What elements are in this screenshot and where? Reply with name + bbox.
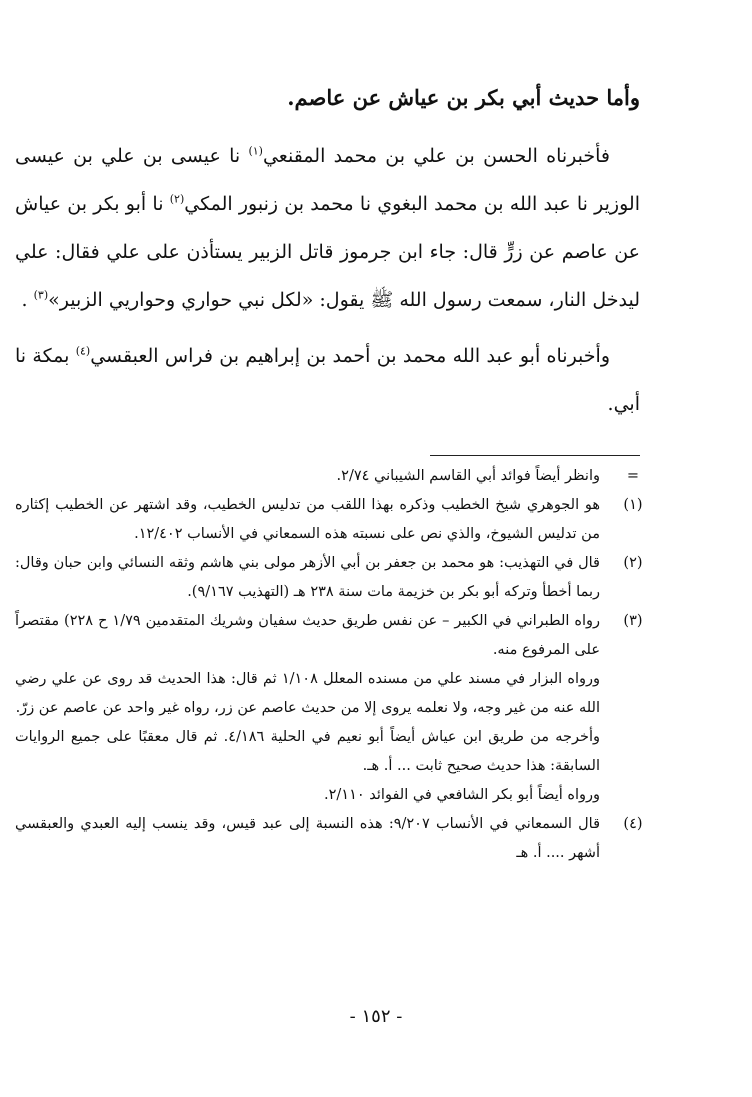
footnote-text: وأخرجه من طريق ابن عياش أيضاً أبو نعيم في الحلية ٤/١٨٦. ثم قال معقبًا على جميع الروايات السابقة: هذا حديث صحيح ثابت ... أ. هـ. — [15, 729, 600, 774]
footnote-2 — [15, 549, 643, 607]
footnote-separator — [430, 455, 640, 456]
paragraph-1-part-a: فأخبرناه الحسن بن علي بن محمد المقنعي — [262, 145, 610, 167]
paragraph-2-part-b: بمكة نا أبي. — [15, 345, 640, 415]
footnote-number: (١) — [623, 497, 643, 513]
footnote-3 — [15, 607, 643, 810]
footnote-1 — [15, 491, 643, 549]
footnotes — [15, 462, 643, 868]
footnote-text: قال السمعاني في الأنساب ٩/٢٠٧: هذه النسبة إلى عبد قيس، وقد ينسب إليه العبدي والعبقسي أشهر .... أ. هـ — [15, 816, 600, 861]
footnote-continuation — [15, 462, 640, 491]
paragraph-1-part-b: نا عيسى بن علي بن عيسى الوزير نا عبد الله بن محمد البغوي نا محمد بن زنبور المكي — [15, 145, 640, 215]
paragraph-1-part-d: . — [21, 289, 34, 311]
footnote-ref-1: (١) — [248, 144, 263, 158]
paragraph-1 — [15, 132, 640, 324]
footnote-number: = — [626, 468, 640, 484]
page-number: - ١٥٢ - — [349, 1006, 403, 1027]
footnote-text: رواه الطبراني في الكبير – عن نفس طريق حديث سفيان وشريك المتقدمين ١/٧٩ ح ٢٢٨) مقتصراً على المرفوع منه. — [15, 613, 601, 658]
footnote-text: قال في التهذيب: هو محمد بن جعفر بن أبي الأزهر مولى بني هاشم وثقه النسائي وابن حبان وقال: ربما أخطأ وتركه أبو بكر بن خزيمة مات سنة ٢٣٨ هـ (التهذيب ٩/١٦٧). — [15, 555, 600, 600]
paragraph-2-part-a: وأخبرناه أبو عبد الله محمد بن أحمد بن إبراهيم بن فراس العبقسي — [90, 345, 610, 367]
paragraph-1-part-c: نا أبو بكر بن عياش عن عاصم عن زرٍّ قال: جاء ابن جرموز قاتل الزبير يستأذن على علي فقال: علي ليدخل النار، سمعت رسول الله ﷺ يقول: «لكل نبي حواري وحواريي الزبير» — [15, 193, 640, 311]
section-heading: وأما حديث أبي بكر بن عياش عن عاصم. — [287, 85, 640, 110]
footnote-number: (٤) — [623, 816, 643, 832]
paragraph-2 — [15, 332, 640, 428]
footnote-4 — [15, 810, 643, 868]
footnote-ref-2: (٢) — [169, 192, 185, 206]
footnote-text: وانظر أيضاً فوائد أبي القاسم الشيباني ٢/٧٤. — [336, 468, 600, 484]
footnote-text: ورواه البزار في مسند علي من مسنده المعلل ١/١٠٨ ثم قال: هذا الحديث قد روى عن علي رضي الله عنه من غير وجه، ولا نعلمه يروى إلا من حديث عاصم عن زر، رواه غير واحد عن عاصم عن زرّ. — [15, 671, 600, 716]
footnote-ref-3: (٣) — [33, 288, 49, 302]
footnote-number: (٣) — [623, 613, 643, 629]
footnote-text: هو الجوهري شيخ الخطيب وذكره بهذا اللقب من تدليس الخطيب، وقد اشتهر عن الخطيب إكثاره من تدليس الشيوخ، والذي نص على نسبته هذه السمعاني في الأنساب ١٢/٤٠٢. — [15, 497, 600, 542]
footnote-number: (٢) — [623, 555, 643, 571]
footnote-ref-4: (٤) — [75, 344, 91, 358]
main-text — [15, 132, 640, 436]
footnote-text: ورواه أيضاً أبو بكر الشافعي في الفوائد ٢/١١٠. — [324, 787, 600, 803]
